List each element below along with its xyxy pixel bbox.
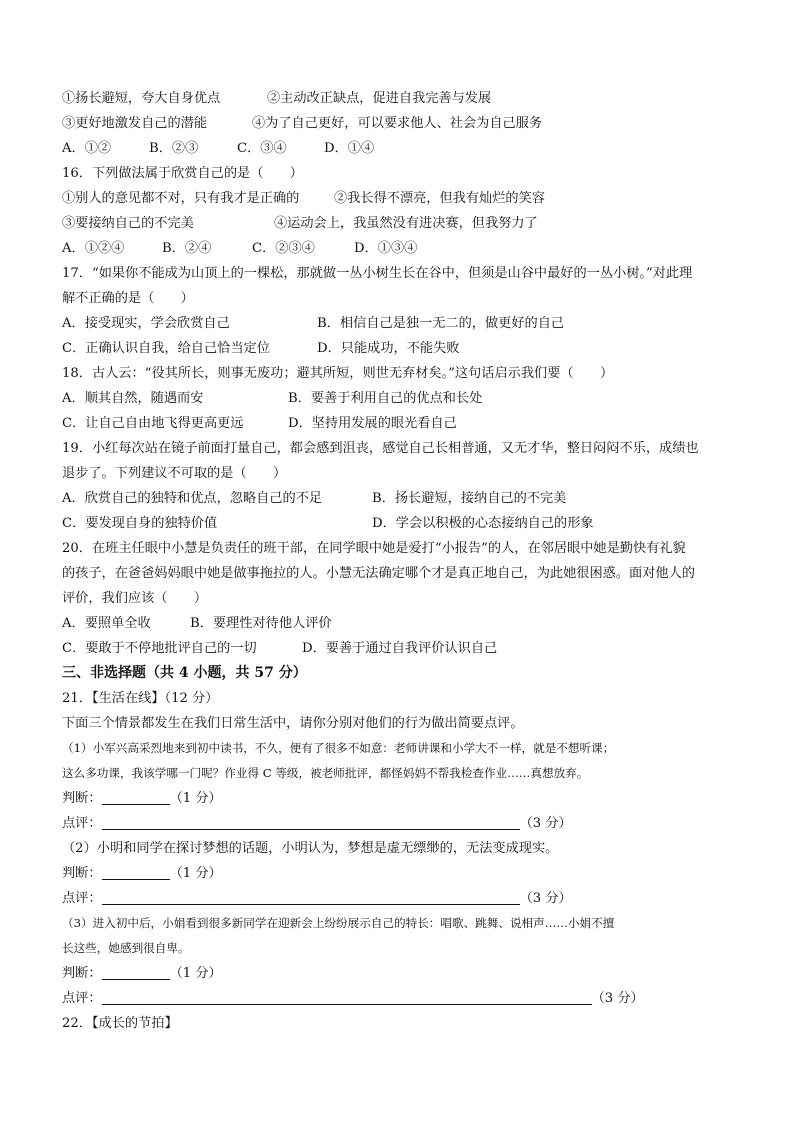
- q15-statement-2: ②主动改正缺点，促进自我完善与发展: [267, 91, 492, 106]
- option-a[interactable]: A．①②: [62, 141, 112, 156]
- comment-label: 点评：: [62, 891, 102, 906]
- option-d[interactable]: D．①③④: [354, 241, 418, 256]
- option-a[interactable]: A．顺其自然，随遇而安: [62, 391, 204, 406]
- q15-options: [62, 136, 742, 161]
- q16-statement-3: ③要接纳自己的不完美: [62, 216, 194, 231]
- option-b[interactable]: B．要善于利用自己的优点和长处: [288, 391, 483, 406]
- option-c[interactable]: C．②③④: [252, 241, 315, 256]
- option-b[interactable]: B．相信自己是独一无二的，做更好的自己: [317, 316, 565, 331]
- q21-case2-judge: [62, 861, 742, 886]
- judge-label: 判断：: [62, 791, 102, 806]
- q19-options-row2: [62, 511, 742, 536]
- q15-statement-1: ①扬长避短，夸大自身优点: [62, 91, 221, 106]
- q16-statement-1: ①别人的意见都不对，只有我才是正确的: [62, 191, 300, 206]
- q19-stem-line2: 退步了。下列建议不可取的是（ ）: [62, 466, 287, 481]
- q16-options: [62, 236, 742, 261]
- q17-stem-line2: 解不正确的是（ ）: [62, 291, 194, 306]
- judge-score: （1 分）: [169, 866, 222, 881]
- comment-answer-blank[interactable]: [102, 989, 592, 1005]
- option-b[interactable]: B．扬长避短，接纳自己的不完美: [372, 491, 567, 506]
- option-d[interactable]: D．要善于通过自我评价认识自己: [302, 641, 498, 656]
- q21-case3-line2: 长这些，她感到很自卑。: [62, 941, 190, 955]
- q21-case2: （2）小明和同学在探讨梦想的话题，小明认为，梦想是虚无缥缈的，无法变成现实。: [62, 841, 559, 856]
- q15-row2: [62, 111, 742, 136]
- q17-stem-line1: 17．“如果你不能成为山顶上的一棵松，那就做一丛小树生长在谷中，但须是山谷中最好的一丛小树。”对此理: [62, 266, 693, 281]
- q17-options-row1: [62, 311, 742, 336]
- q17-options-row2: [62, 336, 742, 361]
- q20-options-row1: [62, 611, 742, 636]
- option-a[interactable]: A．欣赏自己的独特和优点，忽略自己的不足: [62, 491, 323, 506]
- q21-case1-comment: [62, 811, 742, 836]
- q21-case1-line1: （1）小军兴高采烈地来到初中读书，不久，便有了很多不如意：老师讲课和小学大不一样，就是不想听课；: [62, 741, 615, 755]
- comment-label: 点评：: [62, 991, 102, 1006]
- judge-score: （1 分）: [169, 966, 222, 981]
- q16-stem: 16．下列做法属于欣赏自己的是（ ）: [62, 166, 303, 181]
- q16-row1: [62, 186, 742, 211]
- q21-case2-comment: [62, 886, 742, 911]
- judge-label: 判断：: [62, 966, 102, 981]
- option-b[interactable]: B．②④: [162, 241, 212, 256]
- q21-title: 21．【生活在线】（12 分）: [62, 691, 219, 706]
- q21-case3-judge: [62, 961, 742, 986]
- q22-title: 22．【成长的节拍】: [62, 1016, 178, 1031]
- option-c[interactable]: C．③④: [237, 141, 287, 156]
- q21-case3-line1: （3）进入初中后，小娟看到很多新同学在迎新会上纷纷展示自己的特长：唱歌、跳舞、说相声……小娟不擅: [62, 916, 615, 930]
- q16-row2: [62, 211, 742, 236]
- q15-statement-4: ④为了自己更好，可以要求他人、社会为自己服务: [252, 116, 543, 131]
- judge-score: （1 分）: [169, 791, 222, 806]
- exam-page: [62, 86, 742, 1036]
- comment-answer-blank[interactable]: [102, 889, 520, 905]
- comment-label: 点评：: [62, 816, 102, 831]
- option-d[interactable]: D．学会以积极的心态接纳自己的形象: [372, 516, 594, 531]
- judge-label: 判断：: [62, 866, 102, 881]
- option-a[interactable]: A．①②④: [62, 241, 125, 256]
- comment-score: （3 分）: [591, 991, 644, 1006]
- q21-case1-judge: [62, 786, 742, 811]
- option-c[interactable]: C．正确认识自我，给自己恰当定位: [62, 341, 270, 356]
- q20-options-row2: [62, 636, 742, 661]
- q19-options-row1: [62, 486, 742, 511]
- q18-options-row1: [62, 386, 742, 411]
- q21-case1-line2: 这么多功课，我该学哪一门呢？作业得 C 等级，被老师批评，都怪妈妈不帮我检查作业……真想放弃。: [62, 766, 589, 780]
- q18-stem: 18．古人云：“役其所长，则事无废功；避其所短，则世无弃材矣。”这句话启示我们要（ ）: [62, 366, 614, 381]
- judge-answer-blank[interactable]: [102, 864, 170, 880]
- q20-stem-line2: 的孩子，在爸爸妈妈眼中她是做事拖拉的人。小慧无法确定哪个才是真正地自己，为此她很困惑。面对他人的: [62, 566, 695, 581]
- q21-case3-comment: [62, 986, 742, 1011]
- option-b[interactable]: B．要理性对待他人评价: [190, 616, 332, 631]
- option-d[interactable]: D．坚持用发展的眼光看自己: [288, 416, 457, 431]
- section-heading: 三、非选择题（共 4 小题，共 57 分）: [62, 665, 307, 681]
- q19-stem-line1: 19．小红每次站在镜子前面打量自己，都会感到沮丧，感觉自己长相普通，又无才华，整日闷闷不乐，成绩也: [62, 441, 699, 456]
- option-a[interactable]: A．要照单全收: [62, 616, 151, 631]
- comment-score: （3 分）: [519, 816, 572, 831]
- option-d[interactable]: D．①④: [324, 141, 375, 156]
- q15-statement-3: ③更好地激发自己的潜能: [62, 116, 208, 131]
- q20-stem-line3: 评价，我们应该（ ）: [62, 591, 208, 606]
- option-c[interactable]: C．要发现自身的独特价值: [62, 516, 218, 531]
- option-b[interactable]: B．②③: [149, 141, 199, 156]
- q16-statement-4: ④运动会上，我虽然没有进决赛，但我努力了: [274, 216, 538, 231]
- judge-answer-blank[interactable]: [102, 964, 170, 980]
- judge-answer-blank[interactable]: [102, 789, 170, 805]
- q18-options-row2: [62, 411, 742, 436]
- option-a[interactable]: A．接受现实，学会欣赏自己: [62, 316, 230, 331]
- option-c[interactable]: C．要敢于不停地批评自己的一切: [62, 641, 257, 656]
- q21-intro: 下面三个情景都发生在我们日常生活中，请你分别对他们的行为做出简要点评。: [62, 716, 524, 731]
- option-d[interactable]: D．只能成功，不能失败: [317, 341, 460, 356]
- q15-row1: [62, 86, 742, 111]
- comment-answer-blank[interactable]: [102, 814, 520, 830]
- comment-score: （3 分）: [519, 891, 572, 906]
- option-c[interactable]: C．让自己自由地飞得更高更远: [62, 416, 244, 431]
- q20-stem-line1: 20．在班主任眼中小慧是负责任的班干部，在同学眼中她是爱打“小报告”的人，在邻居眼中她是勤快有礼貌: [62, 541, 686, 556]
- q16-statement-2: ②我长得不漂亮，但我有灿烂的笑容: [334, 191, 545, 206]
